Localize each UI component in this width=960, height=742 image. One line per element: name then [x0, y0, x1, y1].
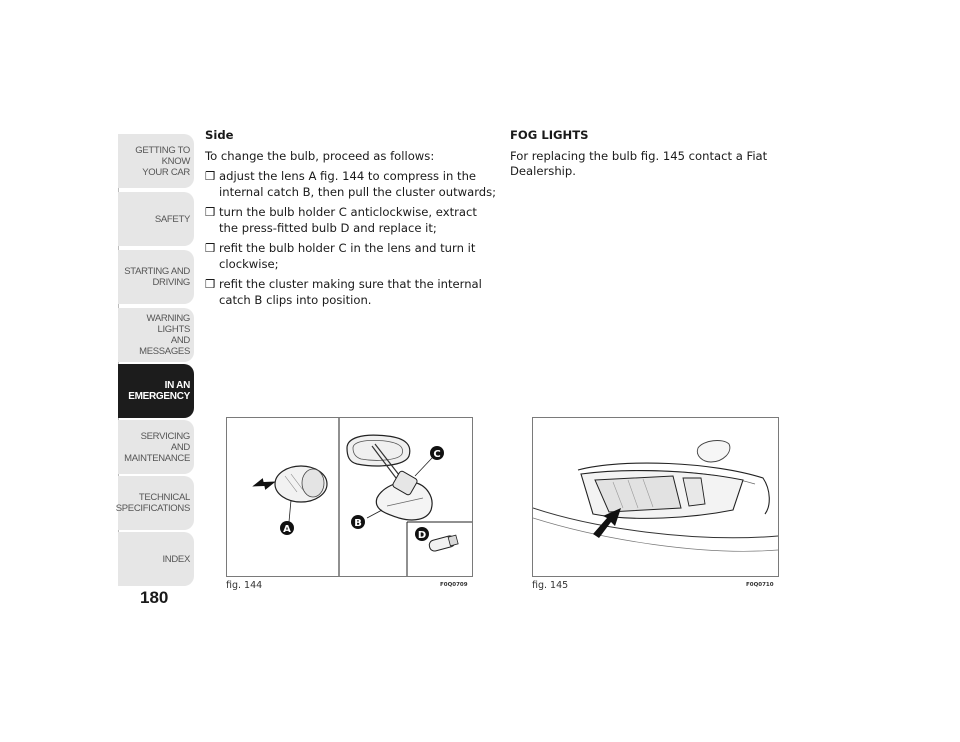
- tab-safety[interactable]: SAFETY: [118, 192, 194, 246]
- figure-145: [532, 417, 779, 577]
- tab-servicing[interactable]: SERVICING AND MAINTENANCE: [118, 420, 194, 474]
- callout-a-label: A: [283, 524, 291, 535]
- bulb-holder-icon: [376, 470, 432, 520]
- bullet-box-icon: ❒: [205, 169, 216, 183]
- side-marker-icon: [697, 441, 730, 462]
- list-item: [205, 169, 497, 200]
- push-arrow-icon: [251, 476, 277, 493]
- tab-index[interactable]: INDEX: [118, 532, 194, 586]
- figure-145-label: fig. 145: [532, 580, 569, 591]
- list-item-text: refit the cluster making sure that the internal catch B clips into position.: [219, 277, 482, 307]
- figure-144-code: F0Q0709: [440, 582, 468, 588]
- list-item-text: adjust the lens A fig. 144 to compress in the internal catch B, then pull the cluster outwards;: [219, 169, 497, 199]
- figure-144: [226, 417, 473, 577]
- tab-technical-specs[interactable]: TECHNICAL SPECIFICATIONS: [118, 476, 194, 530]
- fog-light-recess-icon: [581, 471, 743, 519]
- intro-text: To change the bulb, proceed as follows:: [205, 148, 435, 163]
- figure-145-code: F0Q0710: [746, 582, 774, 588]
- right-column: [510, 128, 780, 185]
- tab-getting-to-know[interactable]: GETTING TO KNOW YOUR CAR: [118, 134, 194, 188]
- list-item-text: turn the bulb holder C anticlockwise, extract the press-fitted bulb D and replace it;: [219, 205, 477, 235]
- bullet-box-icon: ❒: [205, 205, 216, 219]
- tab-in-an-emergency[interactable]: IN AN EMERGENCY: [118, 364, 194, 418]
- bulb-d-icon: [428, 535, 458, 552]
- tab-starting-driving[interactable]: STARTING AND DRIVING: [118, 250, 194, 304]
- figure-145-illustration: [533, 418, 778, 576]
- callout-b-label: B: [354, 518, 362, 529]
- tab-warning-lights[interactable]: WARNING LIGHTS AND MESSAGES: [118, 308, 194, 362]
- page-number: 180: [140, 588, 169, 607]
- callout-d-label: D: [417, 530, 427, 541]
- callout-c-label: C: [433, 449, 441, 460]
- bullet-box-icon: ❒: [205, 277, 216, 291]
- list-item: [205, 205, 497, 236]
- list-item: [205, 277, 497, 308]
- figure-144-label: fig. 144: [226, 580, 263, 591]
- figure-144-illustration: [227, 418, 472, 576]
- fog-lights-text: For replacing the bulb fig. 145 contact a Fiat Dealership.: [510, 148, 768, 178]
- left-column: [205, 128, 497, 313]
- list-item: [205, 241, 497, 272]
- lens-a-icon: [275, 466, 327, 502]
- bullet-box-icon: ❒: [205, 241, 216, 255]
- section-heading-fog-lights: FOG LIGHTS: [510, 128, 589, 142]
- list-item-text: refit the bulb holder C in the lens and turn it clockwise;: [219, 241, 476, 271]
- section-heading-side: Side: [205, 128, 234, 142]
